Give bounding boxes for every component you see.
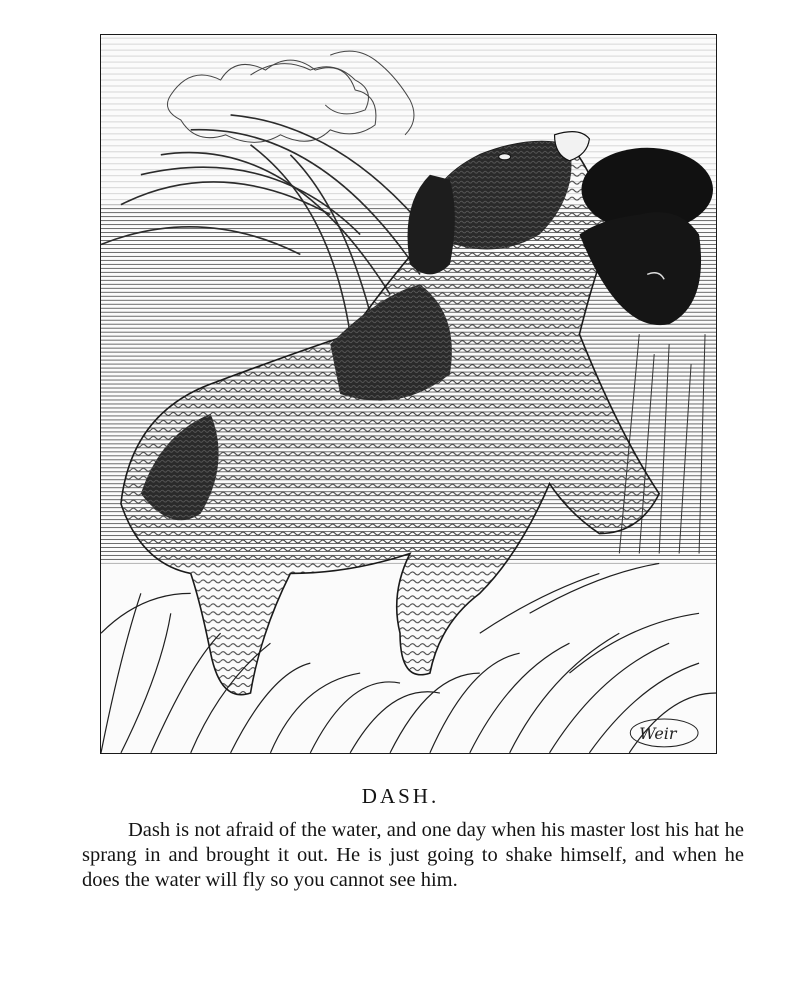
artist-signature bbox=[630, 719, 698, 747]
engraving-illustration bbox=[100, 34, 717, 754]
story-title: DASH. bbox=[361, 784, 440, 808]
story-paragraph: Dash is not afraid of the water, and one day when his master lost his hat he sprang in and brought it out. He is just going to shake himself, and when he does the water will fly so you cannot see him. bbox=[82, 819, 744, 891]
dog-with-hat-engraving bbox=[101, 35, 716, 753]
svg-text:Weir: Weir bbox=[639, 723, 677, 743]
